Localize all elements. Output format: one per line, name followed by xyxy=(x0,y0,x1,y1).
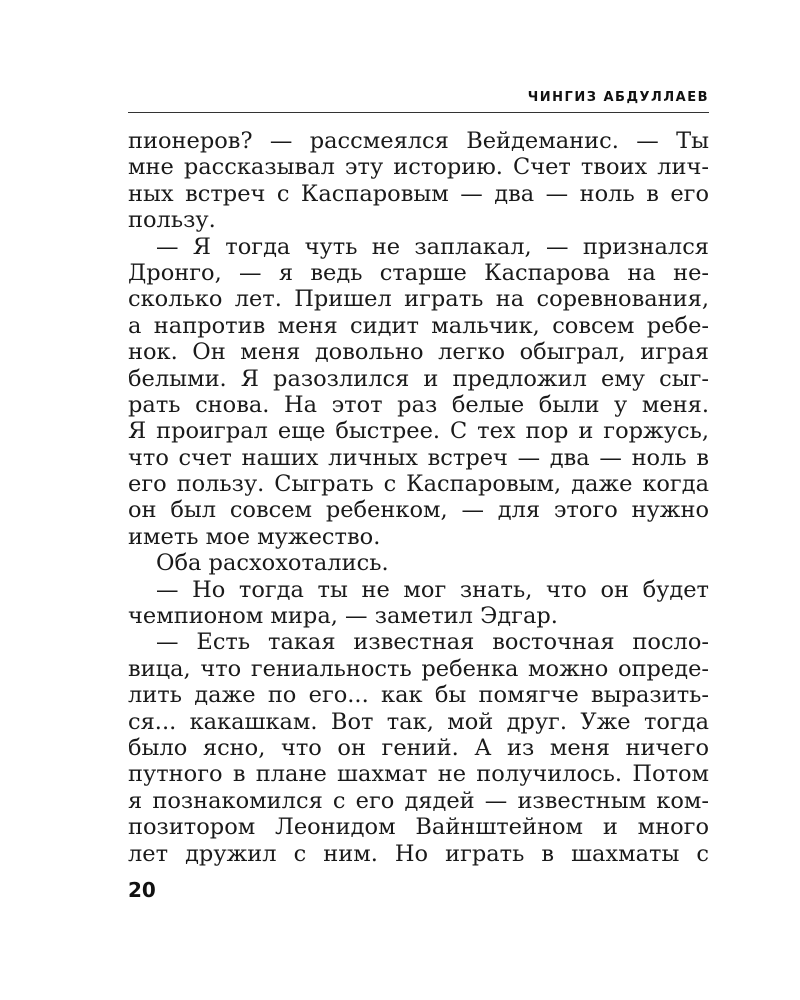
page-number: 20 xyxy=(128,878,156,902)
running-head xyxy=(128,90,709,113)
text-line: путного в плане шахмат не получилось. Потом xyxy=(128,761,709,788)
text-line: ся... какашкам. Вот так, мой друг. Уже тогда xyxy=(128,708,709,735)
text-line: Дронго, — я ведь старше Каспарова на не- xyxy=(128,259,709,286)
text-line: я познакомился с его дядей — известным ком- xyxy=(128,787,709,814)
text-line: иметь мое мужество. xyxy=(128,523,381,550)
text-line: Я проиграл еще быстрее. С тех пор и горжусь, xyxy=(128,418,709,445)
text-line: позитором Леонидом Вайнштейном и много xyxy=(128,814,709,841)
text-line: лет дружил с ним. Но играть в шахматы с xyxy=(128,840,709,867)
text-line: рать снова. На этот раз белые были у меня. xyxy=(128,391,709,418)
text-line: что счет наших личных встреч — два — ноль в xyxy=(128,444,709,471)
page-body xyxy=(128,128,709,867)
text-line: он был совсем ребенком, — для этого нужно xyxy=(128,497,709,524)
text-line: а напротив меня сидит мальчик, совсем ребе- xyxy=(128,312,709,339)
text-line: его пользу. Сыграть с Каспаровым, даже когда xyxy=(128,471,709,498)
text-line: пионеров? — рассмеялся Вейдеманис. — Ты xyxy=(128,128,709,154)
text-line: мне рассказывал эту историю. Счет твоих лич- xyxy=(128,154,709,181)
text-line: лить даже по его... как бы помягче выразить- xyxy=(128,682,709,709)
text-line: Оба расхохотались. xyxy=(156,550,389,577)
author-name: ЧИНГИЗ АБДУЛЛАЕВ xyxy=(527,90,709,105)
text-line: пользу. xyxy=(128,207,216,234)
text-line: вица, что гениальность ребенка можно опреде- xyxy=(128,655,709,682)
text-line: — Я тогда чуть не заплакал, — признался xyxy=(156,233,709,260)
text-line: — Но тогда ты не мог знать, что он будет xyxy=(156,576,709,603)
text-line: белыми. Я разозлился и предложил ему сыг- xyxy=(128,365,709,392)
text-line: сколько лет. Пришел играть на соревнования, xyxy=(128,286,709,313)
text-line: было ясно, что он гений. А из меня ничего xyxy=(128,734,709,761)
text-line: ных встреч с Каспаровым — два — ноль в его xyxy=(128,180,709,207)
text-line: нок. Он меня довольно легко обыграл, играя xyxy=(128,339,709,366)
text-line: чемпионом мира, — заметил Эдгар. xyxy=(128,603,558,630)
text-line: — Есть такая известная восточная посло- xyxy=(156,629,709,656)
